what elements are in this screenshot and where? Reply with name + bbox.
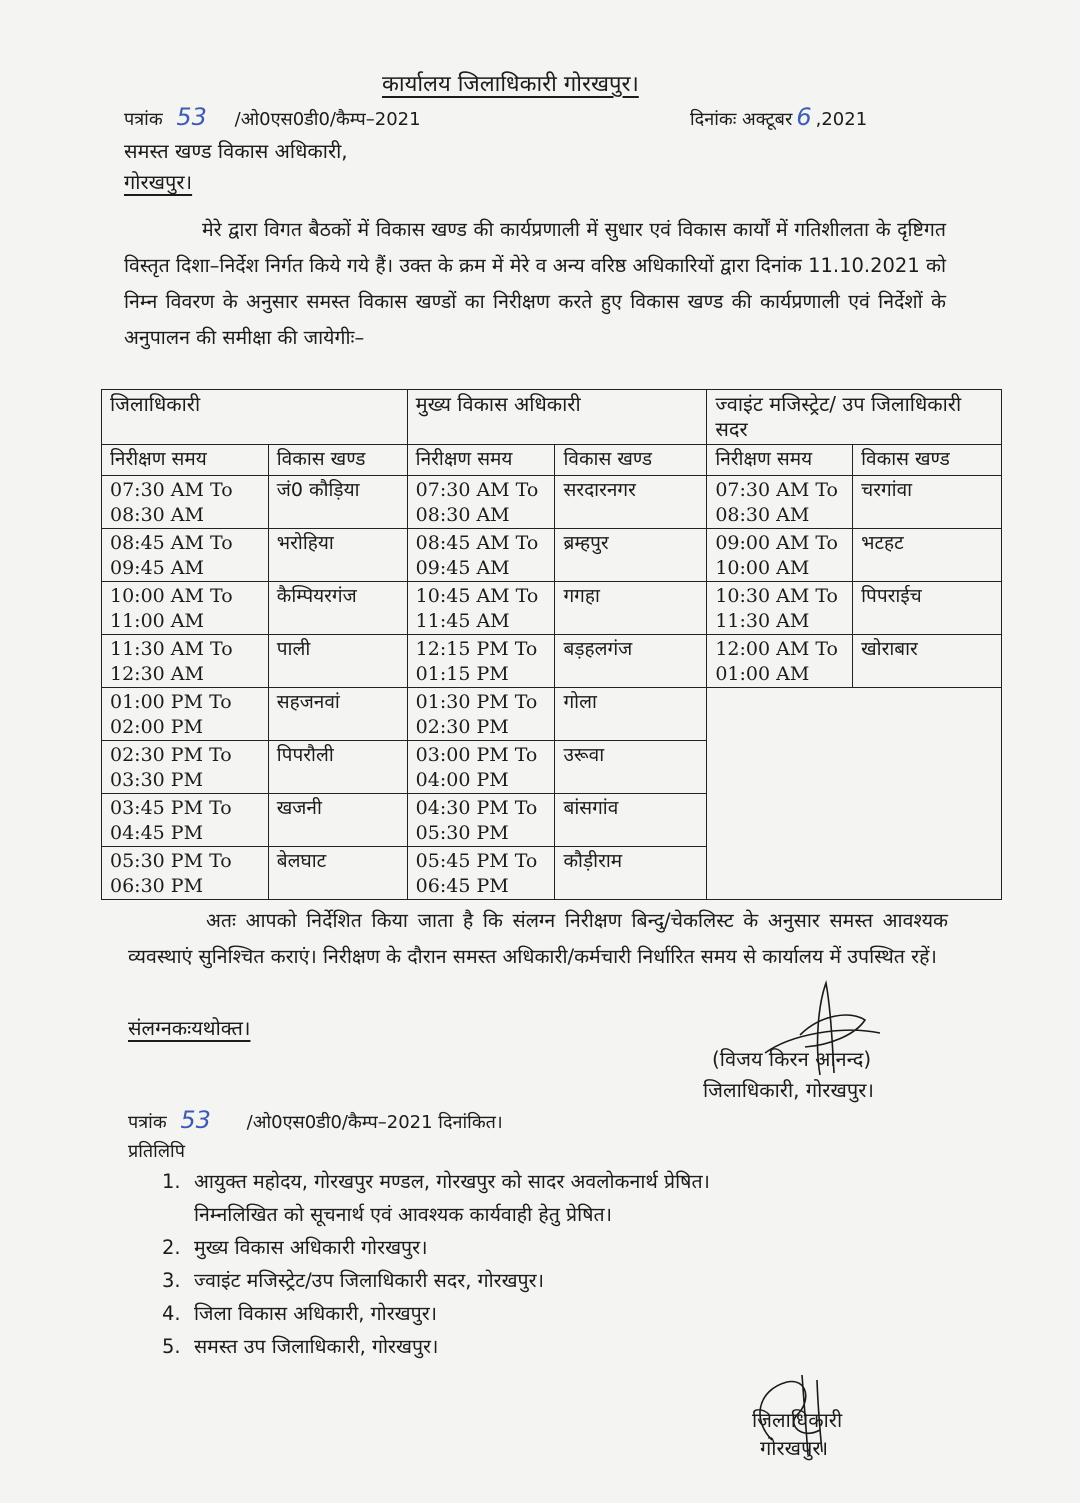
list-text: आयुक्त महोदय, गोरखपुर मण्डल, गोरखपुर को सादर अवलोकनार्थ प्रेषित।: [194, 1170, 710, 1193]
jm-block: भटहट: [853, 529, 1002, 582]
intro-text: मेरे द्वारा विगत बैठकों में विकास खण्ड की कार्यप्रणाली में सुधार एवं विकास कार्यों में गतिशीलता के दृष्टिगत विस्तृत दिशा–निर्देश निर्गत किये गये हैं। उक्त के क्रम में मेरे व अन्य वरिष्ठ अधिकारियों द्वारा दिनांक 11.10.2021 को निम्न विवरण के अनुसार समस्त विकास खण्डों का निरीक्षण करते हुए विकास खण्ड की कार्यप्रणाली एवं निर्देशों के अनुपालन की समीक्षा की जायेगीः–: [124, 218, 946, 349]
col-time: निरीक्षण समय: [102, 445, 269, 476]
dm-time: 01:00 PM To 02:00 PM: [102, 688, 269, 741]
dm-time: 07:30 AM To 08:30 AM: [102, 476, 269, 529]
ref-line: [124, 103, 421, 131]
cdo-time: 12:15 PM To 01:15 PM: [407, 635, 555, 688]
dm-time: 11:30 AM To 12:30 AM: [102, 635, 269, 688]
jm-block: चरगांवा: [853, 476, 1002, 529]
copy-ref-line: [128, 1106, 503, 1134]
dm-block: बेलघाट: [268, 847, 407, 900]
date-year: ,2021: [815, 109, 868, 130]
list-item: [162, 1165, 710, 1231]
copy-list: [162, 1165, 710, 1363]
dm-block: कैम्पियरगंज: [268, 582, 407, 635]
cdo-time: 05:45 PM To 06:45 PM: [407, 847, 555, 900]
ref-suffix: /ओ0एस0डी0/कैम्प–2021: [234, 109, 421, 130]
dm-block: सहजनवां: [268, 688, 407, 741]
closing-paragraph: [128, 903, 948, 975]
dm-block: जं0 कौड़िया: [268, 476, 407, 529]
table-row: [102, 529, 1002, 582]
jm-block: खोराबार: [853, 635, 1002, 688]
cdo-time: 07:30 AM To 08:30 AM: [407, 476, 555, 529]
group-cdo: मुख्य विकास अधिकारी: [407, 390, 707, 445]
col-time: निरीक्षण समय: [707, 445, 853, 476]
list-item: [162, 1231, 710, 1264]
list-number: 3.: [162, 1269, 181, 1292]
office-title: कार्यालय जिलाधिकारी गोरखपुर।: [382, 72, 639, 97]
copy-sign-line1: जिलाधिकारी: [752, 1408, 843, 1432]
cdo-time: 04:30 PM To 05:30 PM: [407, 794, 555, 847]
dm-time: 08:45 AM To 09:45 AM: [102, 529, 269, 582]
date-line: [690, 103, 867, 131]
addressee-line2: गोरखपुर।: [124, 170, 193, 194]
signatory-designation: जिलाधिकारी, गोरखपुर।: [703, 1078, 874, 1102]
dm-time: 03:45 PM To 04:45 PM: [102, 794, 269, 847]
list-text: मुख्य विकास अधिकारी गोरखपुर।: [194, 1236, 428, 1259]
cdo-time: 08:45 AM To 09:45 AM: [407, 529, 555, 582]
table-row: [102, 582, 1002, 635]
inspection-schedule-table: [101, 389, 1002, 900]
ref-number-handwritten: 53: [176, 103, 207, 131]
addressee-line1: समस्त खण्ड विकास अधिकारी,: [124, 139, 348, 163]
date-prefix: दिनांकः अक्टूबर: [690, 109, 793, 130]
list-text: जिला विकास अधिकारी, गोरखपुर।: [194, 1302, 438, 1325]
col-block: विकास खण्ड: [268, 445, 407, 476]
list-number: 5.: [162, 1335, 181, 1358]
col-time: निरीक्षण समय: [407, 445, 555, 476]
dm-time: 02:30 PM To 03:30 PM: [102, 741, 269, 794]
list-item: [162, 1297, 710, 1330]
list-number: 1.: [162, 1170, 181, 1193]
list-text-line2: निम्नलिखित को सूचनार्थ एवं आवश्यक कार्यवाही हेतु प्रेषित।: [194, 1203, 612, 1226]
cdo-time: 10:45 AM To 11:45 AM: [407, 582, 555, 635]
list-number: 4.: [162, 1302, 181, 1325]
cdo-block: कौड़ीराम: [555, 847, 707, 900]
list-text: ज्वाइंट मजिस्ट्रेट/उप जिलाधिकारी सदर, गोरखपुर।: [194, 1269, 544, 1292]
cdo-time: 03:00 PM To 04:00 PM: [407, 741, 555, 794]
ref-prefix: पत्रांक: [124, 109, 163, 130]
date-day-handwritten: 6: [796, 103, 812, 131]
cdo-block: सरदारनगर: [555, 476, 707, 529]
table-group-header: [102, 390, 1002, 445]
enclosure-note: संलग्नकःयथोक्त।: [128, 1016, 251, 1040]
dm-time: 10:00 AM To 11:00 AM: [102, 582, 269, 635]
jm-time: 10:30 AM To 11:30 AM: [707, 582, 853, 635]
cdo-time: 01:30 PM To 02:30 PM: [407, 688, 555, 741]
group-dm: जिलाधिकारी: [102, 390, 408, 445]
copy-heading: प्रतिलिपि: [128, 1141, 185, 1162]
jm-block: पिपराईच: [853, 582, 1002, 635]
copy-ref-prefix: पत्रांक: [128, 1112, 167, 1133]
list-number: 2.: [162, 1236, 181, 1259]
cdo-block: ब्रम्हपुर: [555, 529, 707, 582]
col-block: विकास खण्ड: [555, 445, 707, 476]
table-row: [102, 635, 1002, 688]
dm-block: खजनी: [268, 794, 407, 847]
dm-block: भरोहिया: [268, 529, 407, 582]
copy-ref-suffix: /ओ0एस0डी0/कैम्प–2021 दिनांकित।: [246, 1112, 503, 1133]
cdo-block: गगहा: [555, 582, 707, 635]
copy-sign-line2: गोरखपुर।: [760, 1436, 829, 1460]
list-item: [162, 1330, 710, 1363]
dm-block: पिपरौली: [268, 741, 407, 794]
cdo-block: उरूवा: [555, 741, 707, 794]
cdo-block: बड़हलगंज: [555, 635, 707, 688]
list-item: [162, 1264, 710, 1297]
dm-block: पाली: [268, 635, 407, 688]
closing-text: अतः आपको निर्देशित किया जाता है कि संलग्न निरीक्षण बिन्दु/चेकलिस्ट के अनुसार समस्त आवश्यक व्यवस्थाएं सुनिश्चित कराएं। निरीक्षण के दौरान समस्त अधिकारी/कर्मचारी निर्धारित समय से कार्यालय में उपस्थित रहें।: [128, 909, 948, 968]
col-block: विकास खण्ड: [853, 445, 1002, 476]
jm-time: 12:00 AM To 01:00 AM: [707, 635, 853, 688]
group-joint-magistrate: ज्वाइंट मजिस्ट्रेट/ उप जिलाधिकारी सदर: [707, 390, 1002, 445]
table-row: [102, 476, 1002, 529]
jm-empty-cell: [707, 688, 1002, 900]
copy-ref-number-handwritten: 53: [180, 1106, 211, 1134]
intro-paragraph: [124, 212, 946, 356]
jm-time: 07:30 AM To 08:30 AM: [707, 476, 853, 529]
cdo-block: गोला: [555, 688, 707, 741]
list-text: समस्त उप जिलाधिकारी, गोरखपुर।: [194, 1335, 439, 1358]
cdo-block: बांसगांव: [555, 794, 707, 847]
jm-time: 09:00 AM To 10:00 AM: [707, 529, 853, 582]
table-column-header: [102, 445, 1002, 476]
dm-time: 05:30 PM To 06:30 PM: [102, 847, 269, 900]
signatory-name: (विजय किरन आनन्द): [712, 1047, 872, 1071]
table-row: [102, 688, 1002, 741]
